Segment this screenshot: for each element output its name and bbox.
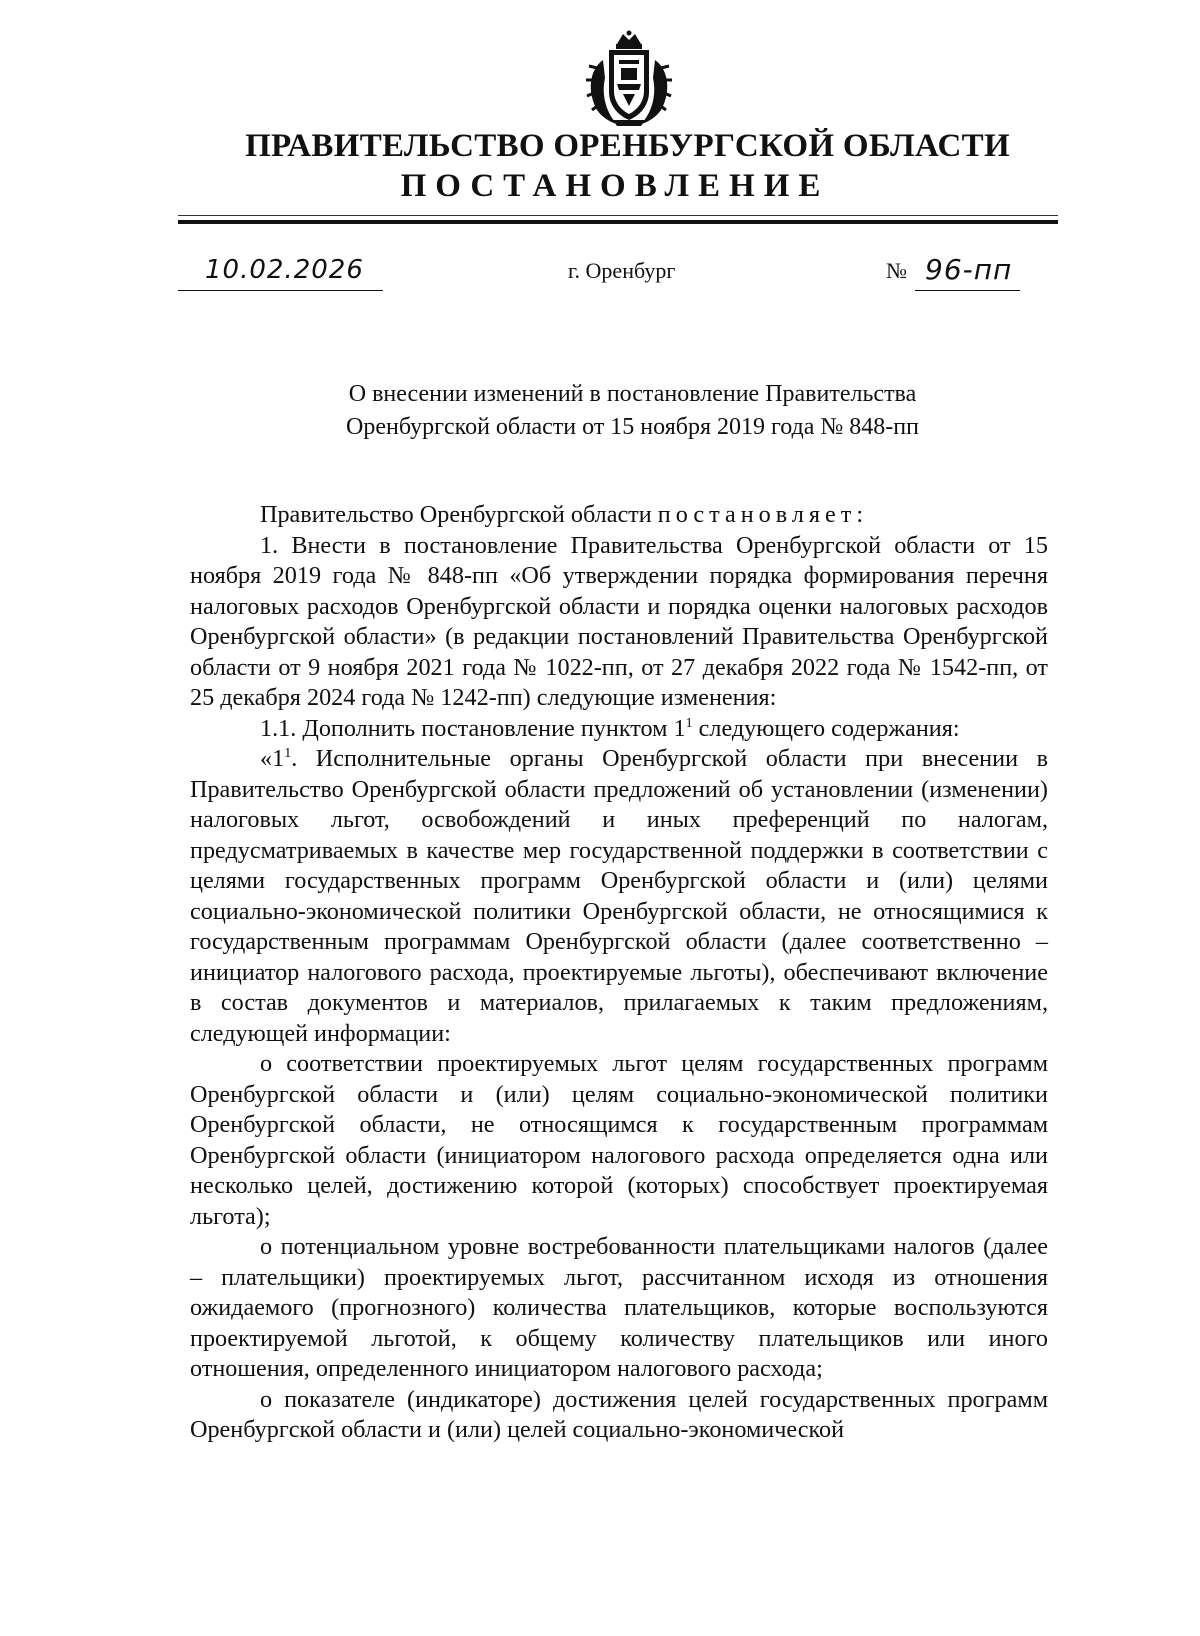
paragraph-1-1-text: 1.1. Дополнить постановление пунктом 1 (260, 714, 686, 742)
subject-line-1: О внесении изменений в постановление Правительства (348, 381, 917, 407)
city-label: г. Оренбург (568, 258, 676, 283)
document-type-title: ПОСТАНОВЛЕНИЕ (400, 168, 830, 204)
header-rule-thick (178, 220, 1058, 224)
preamble-colon: : (856, 501, 864, 528)
body-paragraph-1-1 (190, 714, 1048, 745)
body-paragraph-1: 1. Внести в постановление Правительства Оренбургской области от 15 ноября 2019 года № 848-пп «Об утверждении порядка формирования перечня налоговых расходов Оренбургской области и порядка оценки налоговых расходов Оренбургской области» (в редакции постановлений Правительства Оренбургской области от 9 ноября 2021 года № 1022-пп, от 27 декабря 2022 года № 1542-пп, от 25 декабря 2024 года № 1242-пп) следующие изменения: (190, 531, 1048, 711)
paragraph-1-1-suffix: следующего содержания: (692, 714, 960, 742)
number-underline (915, 290, 1020, 291)
header-rule-thin (178, 215, 1058, 216)
document-body (190, 500, 1048, 1446)
body-paragraph-item-3: о показателе (индикаторе) достижения целей государственных программ Оренбургской области и (или) целей социально-экономической (190, 1385, 1048, 1443)
body-paragraph-item-2: о потенциальном уровне востребованности плательщиками налогов (далее – плательщики) проектируемых льгот, рассчитанном исходя из отношения ожидаемого (прогнозного) количества плательщиков, которые воспользуются проектируемой льготой, к общему количеству плательщиков или иного отношения, определенного инициатором налогового расхода; (190, 1233, 1048, 1382)
government-title: ПРАВИТЕЛЬСТВО ОРЕНБУРГСКОЙ ОБЛАСТИ (245, 128, 1010, 164)
body-paragraph-item-1: о соответствии проектируемых льгот целям государственных программ Оренбургской области и (или) целям социально-экономической политики Оренбургской области, не относящимся к государственным программам Оренбургской области (инициатором налогового расхода определяется одна или несколько целей, достижению которой (которых) способствует проектируемая льгота); (190, 1050, 1048, 1230)
paragraph-1-1-superscript: 1 (685, 715, 693, 731)
handwritten-date: 10.02.2026 (205, 255, 364, 285)
subject-line-2: Оренбургской области от 15 ноября 2019 года № 848-пп (346, 414, 919, 440)
quote-prefix: «1 (260, 745, 285, 772)
quote-superscript: 1 (284, 746, 292, 761)
coat-of-arms-icon (583, 30, 675, 128)
document-subject (0, 378, 1200, 444)
body-paragraph-1-1-quote (190, 744, 1048, 1049)
preamble-text: Правительство Оренбургской области (260, 501, 658, 528)
handwritten-number: 96-пп (925, 253, 1013, 286)
number-sign: № (886, 258, 907, 283)
quote-text: . Исполнительные органы Оренбургской области при внесении в Правительство Оренбургской области предложений об установлении (изменении) налоговых льгот, освобождений и иных преференций по налогам, предусматриваемых в качестве мер государственной поддержки в соответствии с целями государственных программ Оренбургской области и (или) целями социально-экономической политики Оренбургской области, не относящимися к государственным программам Оренбургской области (далее соответственно – инициатор налогового расхода, проектируемые льготы), обеспечивают включение в состав документов и материалов, прилагаемых к таким предложениям, следующей информации: (190, 745, 1048, 1047)
body-paragraph-preamble (190, 500, 1048, 531)
preamble-spaced-verb: постановляет (657, 501, 857, 528)
date-underline (178, 290, 383, 291)
